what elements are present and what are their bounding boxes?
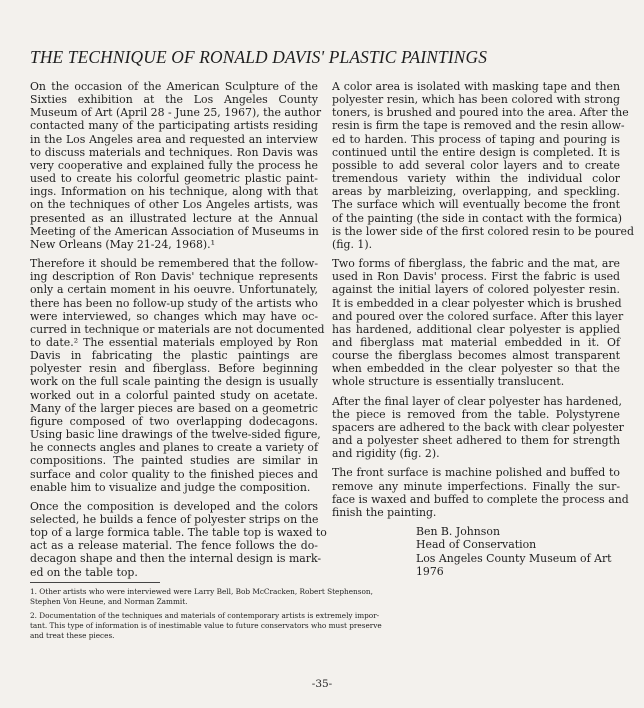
text-line: areas by marbleizing, overlapping, and speckling. <box>332 185 620 199</box>
text-line: and treat these pieces. <box>30 630 115 640</box>
text-line: ing description of Ron Davis' technique represents <box>30 270 318 284</box>
text-line: on the techniques of other Los Angeles artists, was <box>30 198 318 212</box>
text-line: has hardened, additional clear polyester is applied <box>332 322 620 336</box>
text-line: Two forms of fiberglass, the fabric and the mat, are <box>332 257 620 271</box>
text-line: in the Los Angeles area and requested an interview <box>30 132 318 146</box>
text-line: polyester resin and fiberglass. Before beginning <box>30 362 318 376</box>
right-column <box>332 80 634 525</box>
text-line: act as a release material. The fence follows the do- <box>30 539 318 553</box>
text-line: contacted many of the participating artists residing <box>30 119 318 133</box>
text-line: tant. This type of information is of inestimable value to future conservators who must preserve <box>30 620 382 630</box>
text-line: 1. Other artists who were interviewed were Larry Bell, Bob McCracken, Robert Stephenson, <box>30 587 373 596</box>
text-line: figure composed of two overlapping dodecagons. <box>30 414 318 428</box>
text-line: A color area is isolated with masking tape and then <box>332 80 620 93</box>
text-line: only a certain moment in his oeuvre. Unfortunately, <box>30 283 318 297</box>
author-signature <box>416 525 612 578</box>
page-number: -35- <box>311 678 333 690</box>
text-line: decagon shape and then the internal design is mark- <box>30 552 322 566</box>
text-line: toners, is brushed and poured into the area. After the <box>332 106 629 120</box>
text-line: were interviewed, so changes which may have oc- <box>30 309 318 323</box>
footnote <box>30 611 450 641</box>
text-line: curred in technique or materials are not documented <box>30 322 325 336</box>
text-line: enable him to visualize and judge the composition. <box>30 480 311 494</box>
footnotes <box>30 587 450 645</box>
text-line: to discuss materials and techniques. Ron Davis was <box>30 145 318 159</box>
author-name: Ben B. Johnson <box>416 525 500 538</box>
text-line: there has been no follow-up study of the artists who <box>30 296 318 310</box>
article-title: THE TECHNIQUE OF RONALD DAVIS' PLASTIC PAINTINGS <box>30 47 488 67</box>
text-line: ed on the table top. <box>30 565 138 579</box>
text-line: very cooperative and explained fully the process he <box>30 158 318 172</box>
paragraph <box>332 80 634 251</box>
text-line: whole structure is essentially translucent. <box>332 375 565 389</box>
text-line: On the occasion of the American Sculpture of the <box>30 80 318 93</box>
text-line: ed to harden. This process of taping and pouring is <box>332 132 620 146</box>
text-line: The front surface is machine polished and buffed to <box>332 466 620 480</box>
text-line: worked out in a colorful painted study on acetate. <box>30 388 318 402</box>
text-line: face is waxed and buffed to complete the process and <box>332 492 629 506</box>
author-role: Head of Conservation <box>416 538 537 552</box>
text-line: Therefore it should be remembered that the follow- <box>30 257 318 271</box>
text-line: compositions. The painted studies are similar in <box>30 454 318 468</box>
text-line: of the painting (the side in contact with the formica) <box>332 211 622 225</box>
text-line: remove any minute imperfections. Finally the sur- <box>332 479 620 493</box>
text-line: used to create his colorful geometric plastic paint- <box>30 172 318 186</box>
text-line: It is embedded in a clear polyester which is brushed <box>332 296 622 310</box>
text-line: used in Ron Davis' process. First the fabric is used <box>332 270 620 284</box>
paragraph <box>30 499 327 579</box>
text-line: course the fiberglass becomes almost transparent <box>332 349 620 363</box>
text-line: to date.² The essential materials employed by Ron <box>30 335 318 349</box>
paragraph <box>332 466 629 519</box>
text-line: Meeting of the American Association of Museums in <box>30 224 319 238</box>
text-line: polyester resin, which has been colored with strong <box>332 93 620 107</box>
text-line: Many of the larger pieces are based on a geometric <box>30 401 318 415</box>
text-line: (fig. 1). <box>332 237 373 251</box>
text-line: when embedded in the clear polyester so that the <box>332 362 620 376</box>
text-line: resin is firm the tape is removed and the resin allow- <box>332 119 625 133</box>
paragraph <box>332 257 624 389</box>
footnote-divider <box>30 582 160 583</box>
text-line: and a polyester sheet adhered to them for strength <box>332 434 620 448</box>
text-line: 2. Documentation of the techniques and materials of contemporary artists is extremely impor- <box>30 610 380 620</box>
text-line: surface and color quality to the finished pieces and <box>30 467 318 481</box>
text-line: and fiberglass mat material embedded in it. Of <box>332 335 620 349</box>
text-line: Sixties exhibition at the Los Angeles County <box>30 93 318 107</box>
text-line: he connects angles and planes to create a variety of <box>30 441 318 455</box>
paragraph <box>332 394 624 461</box>
text-line: Stephen Von Heune, and Norman Zammit. <box>30 596 188 606</box>
paragraph <box>30 257 325 494</box>
text-line: continued until the entire design is completed. It is <box>332 145 620 159</box>
text-line: finish the painting. <box>332 505 437 519</box>
text-line: top of a large formica table. The table top is waxed to <box>30 526 327 540</box>
text-line: against the initial layers of colored polyester resin. <box>332 283 620 297</box>
text-line: selected, he builds a fence of polyester strips on the <box>30 513 319 526</box>
signature-year: 1976 <box>416 564 444 578</box>
text-line: tremendous variety within the individual color <box>332 172 620 186</box>
text-line: and rigidity (fig. 2). <box>332 447 440 461</box>
text-line: and poured over the colored surface. After this layer <box>332 309 624 323</box>
author-institution: Los Angeles County Museum of Art <box>416 551 612 565</box>
text-line: the piece is removed from the table. Polystyrene <box>332 407 620 421</box>
text-line: New Orleans (May 21-24, 1968).¹ <box>30 237 215 251</box>
text-line: possible to add several color layers and to create <box>332 158 620 172</box>
text-line: After the final layer of clear polyester has hardened, <box>332 394 622 408</box>
text-line: is the lower side of the first colored resin to be poured <box>332 224 634 238</box>
text-line: Museum of Art (April 28 - June 25, 1967), the author <box>30 106 322 120</box>
text-line: Using basic line drawings of the twelve-sided figure, <box>30 428 321 442</box>
left-column <box>30 80 327 585</box>
text-line: Once the composition is developed and the colors <box>30 499 318 513</box>
text-line: presented as an illustrated lecture at the Annual <box>30 211 318 225</box>
text-line: spacers are adhered to the back with clear polyester <box>332 420 624 434</box>
footnote <box>30 587 450 607</box>
text-line: work on the full scale painting the design is usually <box>30 375 318 389</box>
text-line: Davis in fabricating the plastic paintings are <box>30 349 318 363</box>
text-line: ings. Information on his technique, along with that <box>30 185 318 199</box>
paragraph <box>30 80 322 251</box>
text-line: The surface which will eventually become the front <box>332 198 620 212</box>
